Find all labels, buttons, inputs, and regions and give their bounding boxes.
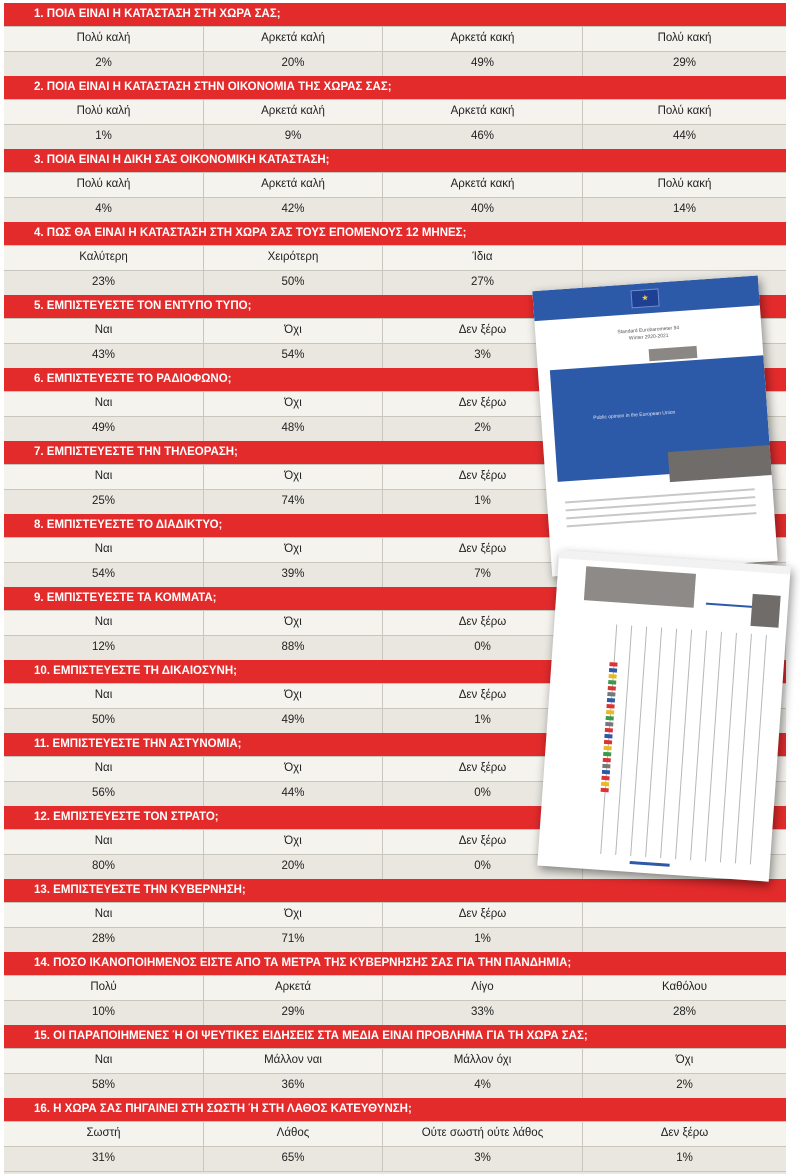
- answer-percentage: 74%: [204, 490, 383, 514]
- answer-percentage: 80%: [4, 855, 204, 879]
- cover-subtitle: Public opinion in the European Union: [593, 409, 676, 422]
- answer-label: Αρκετά: [204, 976, 383, 1000]
- cover-line: Standard Eurobarometer 94: [617, 325, 680, 336]
- question-title: 8. ΕΜΠΙΣΤΕΥΕΣΤΕ ΤΟ ΔΙΑΔΙΚΤΥΟ;: [4, 514, 786, 537]
- answer-percentages-row: [4, 197, 786, 222]
- answer-percentages-row: [4, 927, 786, 952]
- answer-label: Ναι: [4, 903, 204, 927]
- answer-label: Σωστή: [4, 1122, 204, 1146]
- answer-percentage: 14%: [672, 203, 697, 215]
- answer-options-row: [4, 26, 786, 51]
- country-flag-mark: [609, 662, 617, 667]
- country-flag-mark: [607, 698, 615, 703]
- answer-options-row: [4, 902, 786, 927]
- answer-label: Ναι: [4, 611, 204, 635]
- country-flag-mark: [609, 674, 617, 679]
- answer-label: Δεν ξέρω: [383, 611, 583, 635]
- answer-percentage: 49%: [4, 417, 204, 441]
- answer-percentage: 29%: [204, 1001, 383, 1025]
- question-title: 14. ΠΟΣΟ ΙΚΑΝΟΠΟΙΗΜΕΝΟΣ ΕΙΣΤΕ ΑΠΟ ΤΑ ΜΕΤΡΑ ΤΗΣ ΚΥΒΕΡΝΗΣΗΣ ΣΑΣ ΓΙΑ ΤΗΝ ΠΑΝΔΗΜΙΑ;: [4, 952, 786, 975]
- answer-label: Δεν ξέρω: [383, 757, 583, 781]
- table-page-column-line: [630, 627, 647, 857]
- question-title: 10. ΕΜΠΙΣΤΕΥΕΣΤΕ ΤΗ ΔΙΚΑΙΟΣΥΝΗ;: [4, 660, 786, 683]
- answer-percentage: 39%: [204, 563, 383, 587]
- question-title: 2. ΠΟΙΑ ΕΙΝΑΙ Η ΚΑΤΑΣΤΑΣΗ ΣΤΗΝ ΟΙΚΟΝΟΜΙΑ ΤΗΣ ΧΩΡΑΣ ΣΑΣ;: [4, 76, 786, 99]
- answer-percentage: 56%: [4, 782, 204, 806]
- country-flag-mark: [607, 692, 615, 697]
- answer-percentage: 1%: [383, 490, 583, 514]
- answer-percentage: 2%: [383, 417, 583, 441]
- table-page-column-line: [645, 628, 662, 858]
- table-page-column-line: [660, 629, 677, 859]
- answer-label: Όχι: [675, 1054, 694, 1066]
- answer-percentages-row: [4, 1073, 786, 1098]
- answer-percentage: 65%: [204, 1147, 383, 1171]
- answer-percentage: 9%: [204, 125, 383, 149]
- answer-label: Δεν ξέρω: [660, 1127, 709, 1139]
- answer-label: Αρκετά κακή: [383, 100, 583, 124]
- table-page-header: [584, 566, 696, 608]
- answer-percentage: 49%: [383, 52, 583, 76]
- answer-percentage: 0%: [383, 782, 583, 806]
- answer-label: Αρκετά κακή: [383, 27, 583, 51]
- cover-line: Winter 2020-2021: [628, 332, 669, 342]
- table-page-column-line: [720, 633, 737, 863]
- answer-label: Λίγο: [383, 976, 583, 1000]
- answer-percentage: 4%: [383, 1074, 583, 1098]
- report-table-page: [537, 550, 790, 881]
- answer-percentage: 43%: [4, 344, 204, 368]
- answer-percentage: 54%: [204, 344, 383, 368]
- country-flag-mark: [608, 686, 616, 691]
- answer-percentage: 10%: [4, 1001, 204, 1025]
- answer-label: Όχι: [204, 684, 383, 708]
- answer-percentage: 0%: [383, 855, 583, 879]
- country-flag-mark: [602, 770, 610, 775]
- answer-label: Αρκετά κακή: [383, 173, 583, 197]
- answer-options-row: [4, 172, 786, 197]
- answer-label: Όχι: [204, 392, 383, 416]
- country-flag-mark: [609, 668, 617, 673]
- answer-percentage: 0%: [383, 636, 583, 660]
- answer-percentage: 58%: [4, 1074, 204, 1098]
- answer-percentage: 42%: [204, 198, 383, 222]
- table-page-column-line: [690, 631, 707, 861]
- country-flag-mark: [603, 752, 611, 757]
- answer-percentage: 44%: [204, 782, 383, 806]
- answer-label: Δεν ξέρω: [383, 392, 583, 416]
- answer-label: [583, 246, 786, 270]
- answer-label: Δεν ξέρω: [383, 538, 583, 562]
- table-page-footer: [630, 861, 670, 867]
- answer-label: Πολύ: [4, 976, 204, 1000]
- answer-label: Μάλλον όχι: [383, 1049, 583, 1073]
- cover-title: [535, 319, 761, 349]
- answer-percentage: 20%: [204, 855, 383, 879]
- answer-label: Όχι: [204, 757, 383, 781]
- answer-label: Δεν ξέρω: [383, 830, 583, 854]
- country-flag-mark: [606, 716, 614, 721]
- answer-percentage: 27%: [383, 271, 583, 295]
- answer-label: Ναι: [4, 1049, 204, 1073]
- answer-label: Πολύ κακή: [657, 105, 712, 117]
- answer-percentage: 1%: [676, 1152, 693, 1164]
- answer-label: Δεν ξέρω: [383, 319, 583, 343]
- question-title: 4. ΠΩΣ ΘΑ ΕΙΝΑΙ Η ΚΑΤΑΣΤΑΣΗ ΣΤΗ ΧΩΡΑ ΣΑΣ ΤΟΥΣ ΕΠΟΜΕΝΟΥΣ 12 ΜΗΝΕΣ;: [4, 222, 786, 245]
- question-title: 7. ΕΜΠΙΣΤΕΥΕΣΤΕ ΤΗΝ ΤΗΛΕΟΡΑΣΗ;: [4, 441, 786, 464]
- question-title: 5. ΕΜΠΙΣΤΕΥΕΣΤΕ ΤΟΝ ΕΝΤΥΠΟ ΤΥΠΟ;: [4, 295, 786, 318]
- answer-label: Ναι: [4, 392, 204, 416]
- answer-label: Ναι: [4, 757, 204, 781]
- answer-label: Όχι: [204, 903, 383, 927]
- answer-percentage: 7%: [383, 563, 583, 587]
- country-flag-mark: [601, 788, 609, 793]
- country-flag-mark: [608, 680, 616, 685]
- answer-label: Όχι: [204, 538, 383, 562]
- answer-label: Ναι: [4, 319, 204, 343]
- answer-percentage: 48%: [204, 417, 383, 441]
- answer-percentage: 3%: [383, 344, 583, 368]
- country-flag-mark: [601, 782, 609, 787]
- table-page-column-line: [705, 632, 722, 862]
- answer-percentage: 23%: [4, 271, 204, 295]
- answer-label: Πολύ κακή: [657, 32, 712, 44]
- table-page-column-line: [675, 630, 692, 860]
- eu-flag-icon: ★: [630, 288, 659, 308]
- answer-options-row: [4, 975, 786, 1000]
- answer-label: Πολύ καλή: [4, 100, 204, 124]
- answer-percentage: 40%: [383, 198, 583, 222]
- answer-percentage: 49%: [204, 709, 383, 733]
- answer-label: Πολύ καλή: [4, 27, 204, 51]
- answer-label: Αρκετά καλή: [204, 100, 383, 124]
- answer-label: Ναι: [4, 830, 204, 854]
- answer-percentage: 28%: [4, 928, 204, 952]
- cover-fine-print: [565, 488, 757, 533]
- answer-percentages-row: [4, 51, 786, 76]
- answer-label: Πολύ κακή: [657, 178, 712, 190]
- answer-percentage: 25%: [4, 490, 204, 514]
- answer-label: Ναι: [4, 465, 204, 489]
- country-flag-mark: [602, 764, 610, 769]
- cover-date-box: [668, 445, 772, 482]
- country-flag-mark: [604, 740, 612, 745]
- question-title: 3. ΠΟΙΑ ΕΙΝΑΙ Η ΔΙΚΗ ΣΑΣ ΟΙΚΟΝΟΜΙΚΗ ΚΑΤΑΣΤΑΣΗ;: [4, 149, 786, 172]
- answer-percentage: 50%: [4, 709, 204, 733]
- country-flag-mark: [605, 722, 613, 727]
- question-title: 11. ΕΜΠΙΣΤΕΥΕΣΤΕ ΤΗΝ ΑΣΤΥΝΟΜΙΑ;: [4, 733, 786, 756]
- question-title: 12. ΕΜΠΙΣΤΕΥΕΣΤΕ ΤΟΝ ΣΤΡΑΤΟ;: [4, 806, 786, 829]
- answer-percentage: 54%: [4, 563, 204, 587]
- country-flag-mark: [605, 728, 613, 733]
- question-title: 16. Η ΧΩΡΑ ΣΑΣ ΠΗΓΑΙΝΕΙ ΣΤΗ ΣΩΣΤΗ Ή ΣΤΗ ΛΑΘΟΣ ΚΑΤΕΥΘΥΝΣΗ;: [4, 1098, 786, 1121]
- answer-percentage: 44%: [672, 130, 697, 142]
- answer-percentage: 2%: [4, 52, 204, 76]
- answer-options-row: [4, 99, 786, 124]
- answer-percentage: 29%: [672, 57, 697, 69]
- answer-percentage: 28%: [672, 1006, 697, 1018]
- answer-label: Χειρότερη: [204, 246, 383, 270]
- cover-label-box: [649, 346, 698, 361]
- answer-label: Καθόλου: [661, 981, 707, 993]
- answer-percentage: 12%: [4, 636, 204, 660]
- answer-label: Καλύτερη: [4, 246, 204, 270]
- answer-percentage: 3%: [383, 1147, 583, 1171]
- answer-label: Δεν ξέρω: [383, 684, 583, 708]
- table-page-column-line: [735, 634, 752, 864]
- answer-percentage: 46%: [383, 125, 583, 149]
- answer-options-row: [4, 1121, 786, 1146]
- answer-label: Πολύ καλή: [4, 173, 204, 197]
- answer-label: Ναι: [4, 538, 204, 562]
- answer-label: Αρκετά καλή: [204, 27, 383, 51]
- answer-percentages-row: [4, 1146, 786, 1171]
- question-title: 1. ΠΟΙΑ ΕΙΝΑΙ Η ΚΑΤΑΣΤΑΣΗ ΣΤΗ ΧΩΡΑ ΣΑΣ;: [4, 3, 786, 26]
- answer-label: Ούτε σωστή ούτε λάθος: [383, 1122, 583, 1146]
- table-page-columns: [600, 624, 776, 865]
- question-title: 9. ΕΜΠΙΣΤΕΥΕΣΤΕ ΤΑ ΚΟΜΜΑΤΑ;: [4, 587, 786, 610]
- answer-percentages-row: [4, 124, 786, 149]
- country-flag-mark: [603, 746, 611, 751]
- answer-percentage: 2%: [676, 1079, 693, 1091]
- answer-percentages-row: [4, 1000, 786, 1025]
- answer-percentage: 20%: [204, 52, 383, 76]
- question-title: 15. ΟΙ ΠΑΡΑΠΟΙΗΜΕΝΕΣ Ή ΟΙ ΨΕΥΤΙΚΕΣ ΕΙΔΗΣΕΙΣ ΣΤΑ ΜΕΔΙΑ ΕΙΝΑΙ ΠΡΟΒΛΗΜΑ ΓΙΑ ΤΗ ΧΩΡΑ ΣΑΣ;: [4, 1025, 786, 1048]
- answer-percentage: 4%: [4, 198, 204, 222]
- table-page-column-line: [615, 625, 632, 855]
- country-flag-mark: [606, 704, 614, 709]
- answer-label: Ναι: [4, 684, 204, 708]
- country-flag-mark: [604, 734, 612, 739]
- answer-label: Μάλλον ναι: [204, 1049, 383, 1073]
- answer-label: Λάθος: [204, 1122, 383, 1146]
- answer-label: Αρκετά καλή: [204, 173, 383, 197]
- answer-label: Όχι: [204, 465, 383, 489]
- answer-percentage: 31%: [4, 1147, 204, 1171]
- country-flag-mark: [603, 758, 611, 763]
- answer-percentage: 71%: [204, 928, 383, 952]
- answer-options-row: [4, 245, 786, 270]
- table-page-column-line: [750, 635, 767, 865]
- answer-percentage: 50%: [204, 271, 383, 295]
- answer-percentage: 1%: [383, 928, 583, 952]
- answer-percentage: 1%: [4, 125, 204, 149]
- question-title: 13. ΕΜΠΙΣΤΕΥΕΣΤΕ ΤΗΝ ΚΥΒΕΡΝΗΣΗ;: [4, 879, 786, 902]
- answer-label: Όχι: [204, 319, 383, 343]
- country-flag-mark: [606, 710, 614, 715]
- answer-percentage: 36%: [204, 1074, 383, 1098]
- answer-label: Ίδια: [383, 246, 583, 270]
- answer-label: Όχι: [204, 611, 383, 635]
- answer-label: Δεν ξέρω: [383, 465, 583, 489]
- answer-percentage: 1%: [383, 709, 583, 733]
- question-title: 6. ΕΜΠΙΣΤΕΥΕΣΤΕ ΤΟ ΡΑΔΙΟΦΩΝΟ;: [4, 368, 786, 391]
- report-cover-page: [532, 275, 777, 576]
- table-page-side-box: [751, 594, 781, 628]
- answer-label: Όχι: [204, 830, 383, 854]
- answer-percentage: 88%: [204, 636, 383, 660]
- answer-percentage: [583, 928, 786, 952]
- answer-label: [583, 903, 786, 927]
- country-flag-mark: [601, 776, 609, 781]
- answer-options-row: [4, 1048, 786, 1073]
- answer-percentage: 33%: [383, 1001, 583, 1025]
- answer-label: Δεν ξέρω: [383, 903, 583, 927]
